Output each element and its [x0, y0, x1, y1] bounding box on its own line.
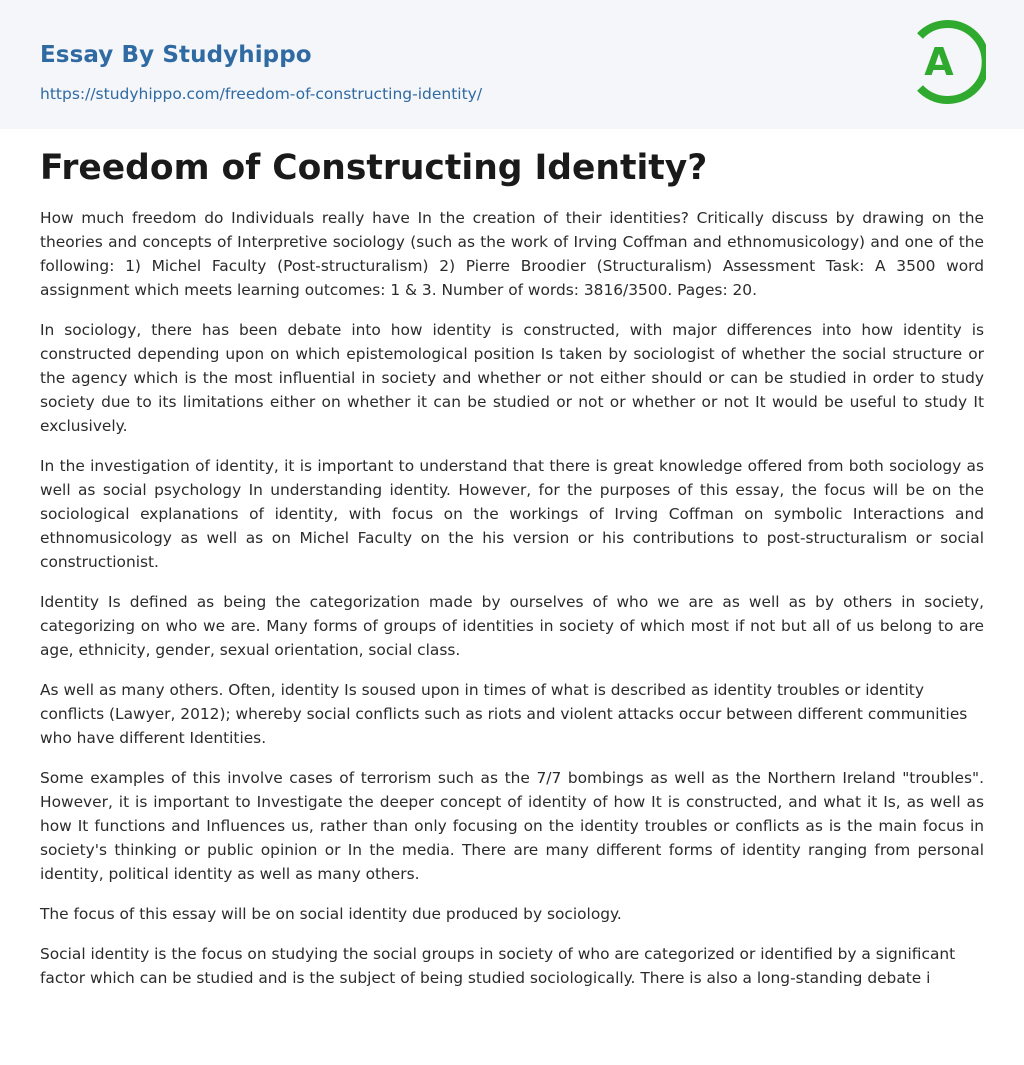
logo-letter: A — [924, 40, 954, 84]
essay-paragraph-1: How much freedom do Individuals really have In the creation of their identities? Critically discuss by drawing on the theories and concepts of Interpretive sociology (such as the work of Irving Coffman and ethnomusicology) and one of the following: 1) Michel Faculty (Post-structuralism) 2) Pierre Broodier (Structuralism) Assessment Task: A 3500 word assignment which meets learning outcomes: 1 & 3. Number of words: 3816/3500. Pages: 20. — [40, 209, 984, 299]
essay-paragraph-6: Some examples of this involve cases of terrorism such as the 7/7 bombings as well as the Northern Ireland "troubles". However, it is important to Investigate the deeper concept of identity of how It is constructed, and what it Is, as well as how It functions and Influences us, rather than only focusing on the identity troubles or conflicts as is the main focus in society's thinking or public opinion or In the media. There are many different forms of identity ranging from personal identity, political identity as well as many others. — [40, 769, 984, 883]
essay-paragraph-5: As well as many others. Often, identity Is soused upon in times of what is described as identity troubles or identity conflicts (Lawyer, 2012); whereby social conflicts such as riots and violent attacks occur between different communities who have different Identities. — [40, 681, 968, 747]
essay-paragraph-3: In the investigation of identity, it is important to understand that there is great knowledge offered from both sociology as well as social psychology In understanding identity. However, for the purposes of this essay, the focus will be on the sociological explanations of identity, with focus on the workings of Irving Coffman on symbolic Interactions and ethnomusicology as well as on Michel Faculty on the his version or his contributions to post-structuralism or social constructionist. — [40, 457, 984, 571]
essay-paragraph-7: The focus of this essay will be on social identity due produced by sociology. — [40, 905, 622, 923]
site-brand[interactable]: Essay By Studyhippo — [40, 42, 312, 68]
essay-paragraph-2: In sociology, there has been debate into how identity is constructed, with major differences into how identity is constructed depending upon on which epistemological position Is taken by sociologist of whether the social structure or the agency which is the most influential in society and whether or not either should or can be studied in order to study society due to its limitations either on whether it can be studied or not or whether or not It would be useful to study It exclusively. — [40, 321, 984, 435]
essay-paragraph-4: Identity Is defined as being the categorization made by ourselves of who we are as well as by others in society, categorizing on who we are. Many forms of groups of identities in society of which most if not but all of us belong to are age, ethnicity, gender, sexual orientation, social class. — [40, 593, 984, 659]
essay-paragraph-8: Social identity is the focus on studying the social groups in society of who are categorized or identified by a significant factor which can be studied and is the subject of being studied sociologically. There is also a long-standing debate i — [40, 945, 956, 987]
essay-article — [40, 146, 984, 1006]
studyhippo-logo-icon[interactable] — [912, 18, 986, 106]
source-url-link[interactable]: https://studyhippo.com/freedom-of-constructing-identity/ — [40, 85, 483, 103]
page-header — [0, 0, 1024, 129]
page-title: Freedom of Constructing Identity? — [40, 148, 708, 188]
